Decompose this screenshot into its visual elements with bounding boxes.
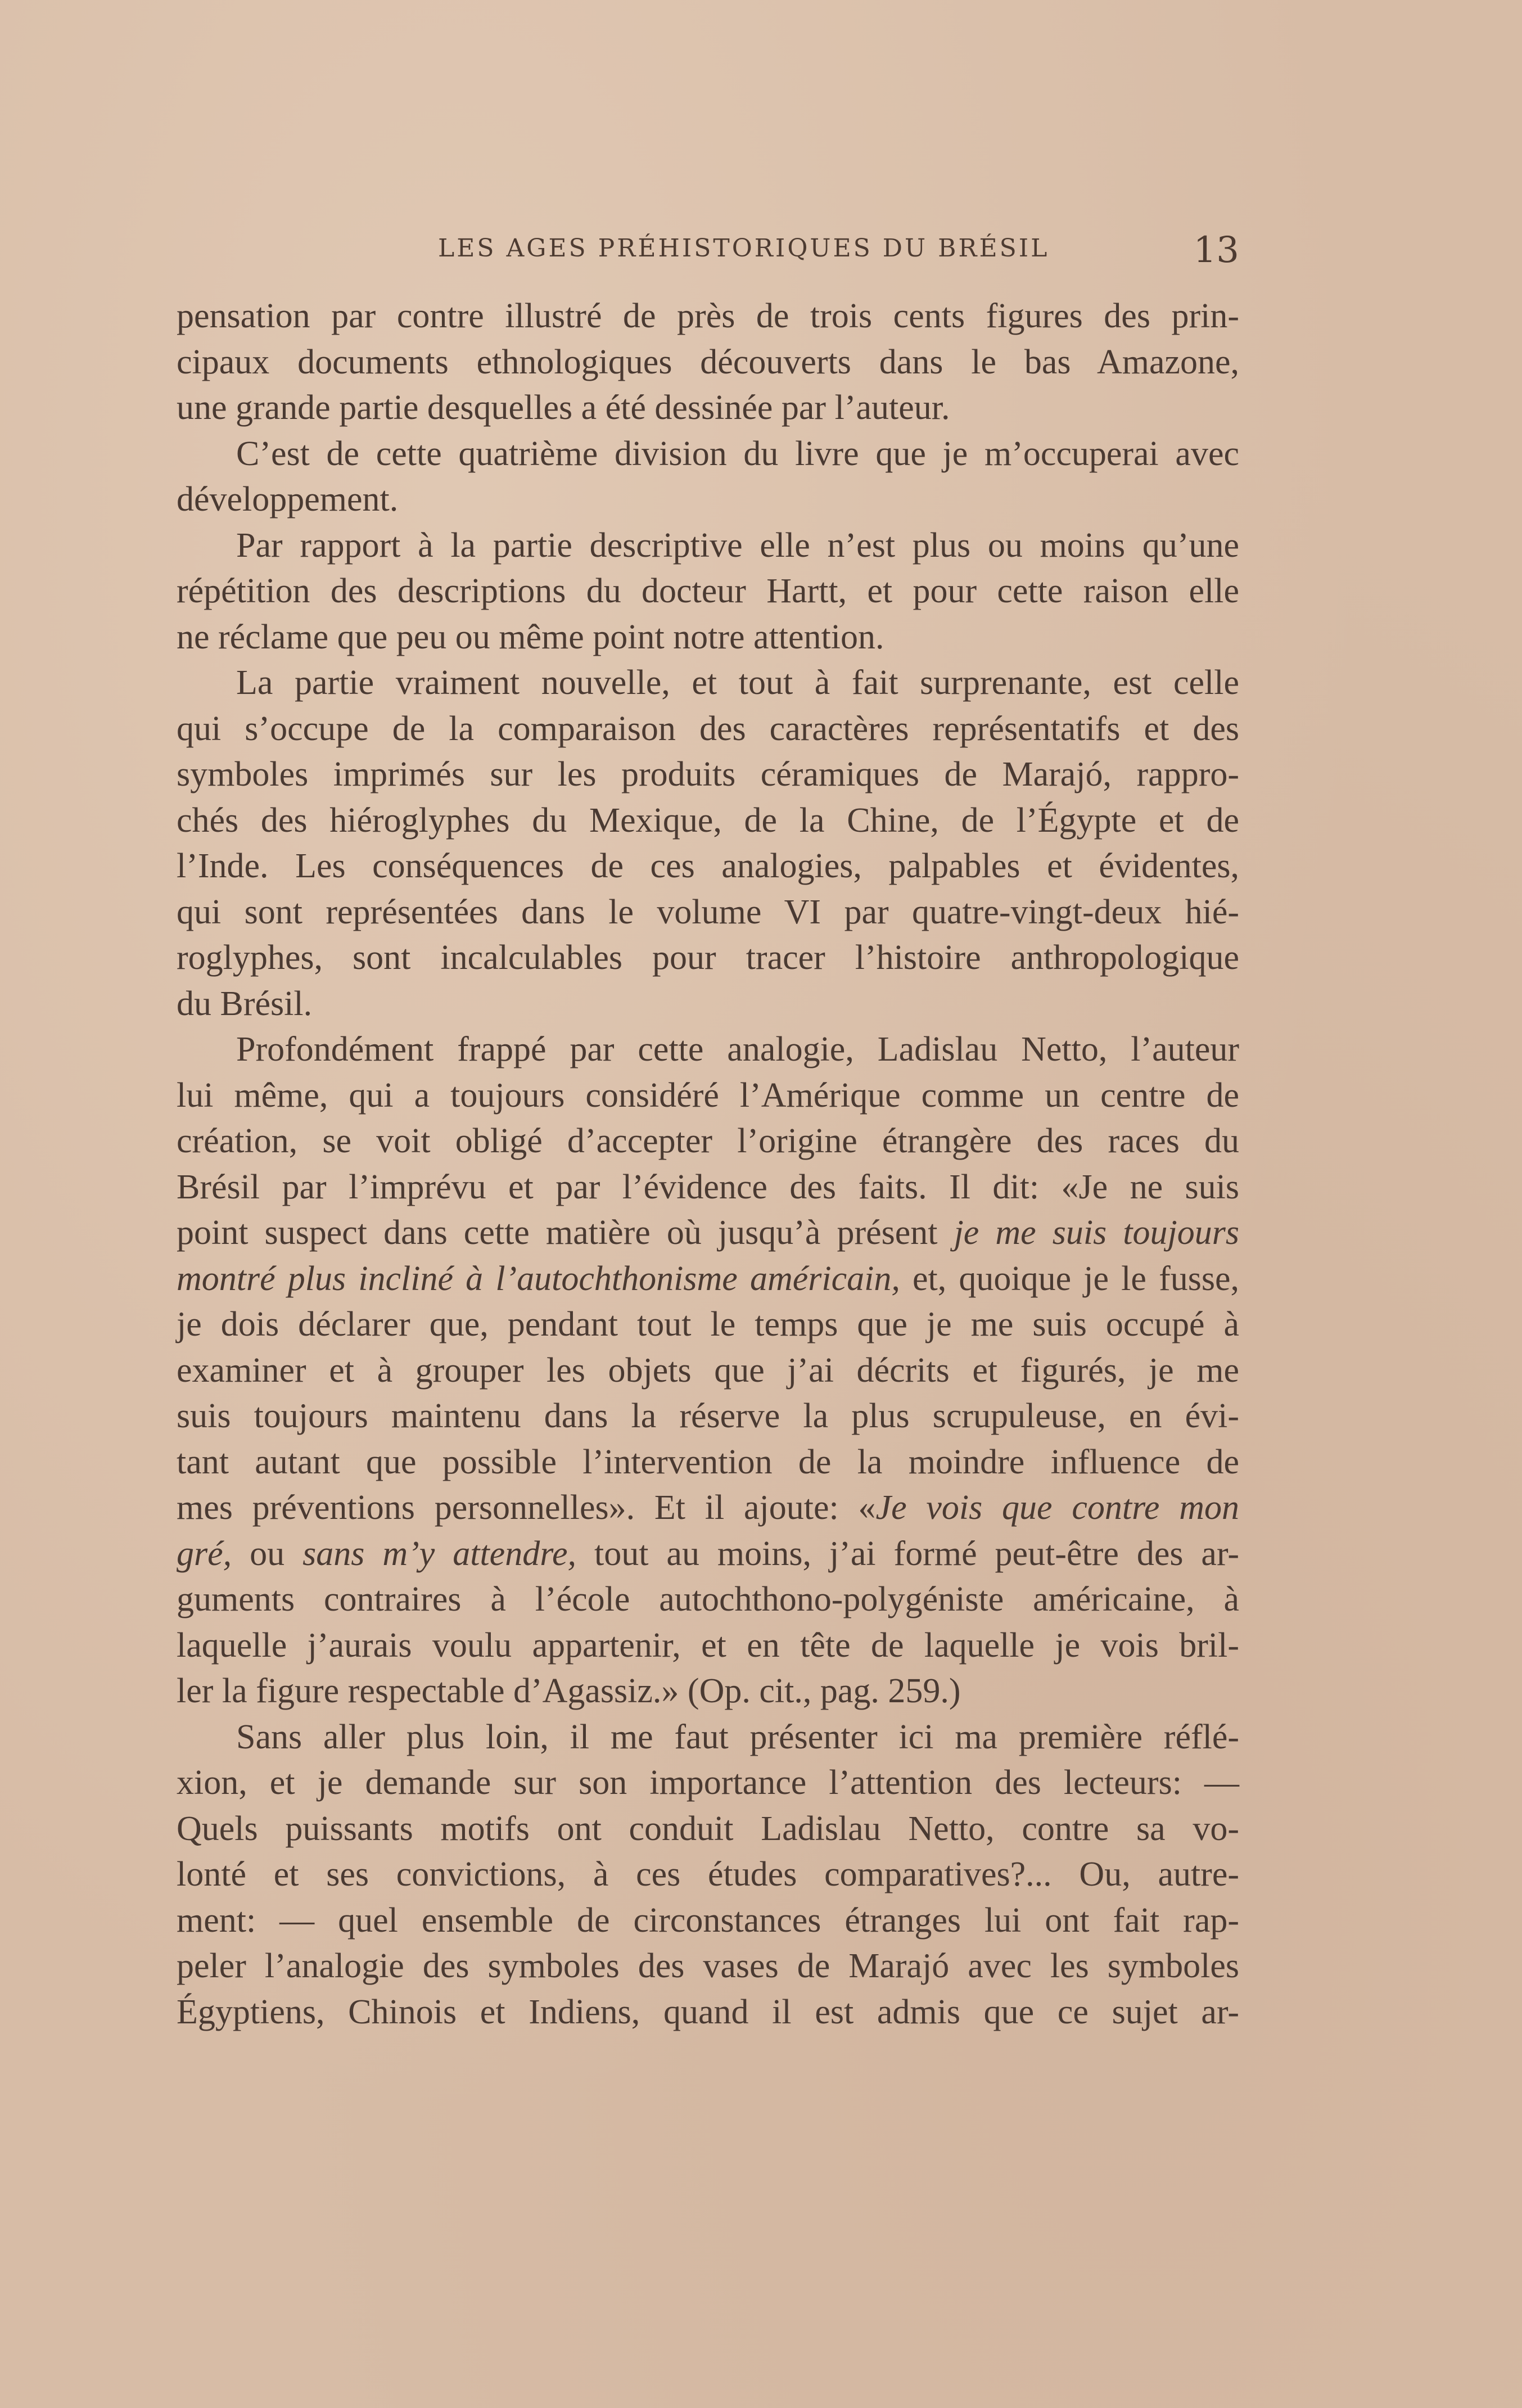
italic-text: montré plus incliné à l’autochthonisme américain, (177, 1259, 900, 1298)
page-number: 13 (1193, 229, 1239, 271)
text-run: roglyphes, sont incalculables pour tracer l’histoire anthropologique (177, 939, 1239, 977)
text-run: examiner et à grouper les objets que j’ai décrits et figurés, je me (177, 1351, 1239, 1390)
text-line (177, 1394, 1239, 1440)
text-run: Par rapport à la partie descriptive elle n’est plus ou moins qu’une (236, 526, 1239, 565)
text-line (177, 935, 1239, 981)
text-line (177, 1485, 1239, 1531)
text-run: et, quoique je le fusse, (900, 1259, 1239, 1298)
text-line (177, 1898, 1239, 1944)
text-line (177, 294, 1239, 340)
italic-text: gré, (177, 1534, 232, 1573)
text-run: Brésil par l’imprévu et par l’évidence des faits. Il dit: «Je ne suis (177, 1167, 1239, 1206)
text-run: xion, et je demande sur son importance l’attention des lecteurs: — (177, 1764, 1239, 1802)
text-line (177, 1715, 1239, 1761)
text-run: ment: — quel ensemble de circonstances étranges lui ont fait rap- (177, 1901, 1239, 1940)
text-run: je dois déclarer que, pendant tout le temps que je me suis occupé à (177, 1305, 1239, 1343)
text-line (177, 523, 1239, 569)
text-run: tant autant que possible l’intervention de la moindre influence de (177, 1442, 1239, 1481)
text-line (177, 431, 1239, 477)
text-run: symboles imprimés sur les produits céramiques de Marajó, rappro- (177, 755, 1239, 793)
text-run: suis toujours maintenu dans la réserve la plus scrupuleuse, en évi- (177, 1397, 1239, 1435)
text-line (177, 477, 1239, 523)
text-run: qui s’occupe de la comparaison des caractères représentatifs et des (177, 709, 1239, 748)
text-line (177, 340, 1239, 386)
text-run: qui sont représentées dans le volume VI par quatre-vingt-deux hié- (177, 892, 1239, 931)
text-line (177, 1256, 1239, 1302)
text-run: du Brésil. (177, 984, 313, 1023)
running-head (177, 229, 1239, 269)
text-line (177, 1760, 1239, 1806)
text-run: Égyptiens, Chinois et Indiens, quand il est admis que ce sujet ar- (177, 1992, 1239, 2031)
text-run: point suspect dans cette matière où jusqu’à présent (177, 1214, 954, 1252)
text-line (177, 1623, 1239, 1669)
text-line (177, 798, 1239, 844)
text-line (177, 1348, 1239, 1394)
text-line (177, 1806, 1239, 1852)
text-line (177, 1165, 1239, 1211)
text-line (177, 890, 1239, 936)
text-run: création, se voit obligé d’accepter l’origine étrangère des races du (177, 1122, 1239, 1160)
text-line (177, 1119, 1239, 1165)
text-run: une grande partie desquelles a été dessinée par l’auteur. (177, 389, 950, 427)
text-line (177, 1669, 1239, 1715)
text-line (177, 660, 1239, 706)
text-line (177, 1852, 1239, 1898)
text-run: cipaux documents ethnologiques découverts dans le bas Amazone, (177, 342, 1239, 381)
text-run: ou (232, 1534, 303, 1573)
text-line (177, 1073, 1239, 1119)
text-run: ne réclame que peu ou même point notre attention. (177, 617, 884, 656)
text-line (177, 1943, 1239, 1990)
text-run: laquelle j’aurais voulu appartenir, et en tête de laquelle je vois bril- (177, 1626, 1239, 1665)
text-line (177, 1027, 1239, 1073)
text-line (177, 1577, 1239, 1623)
text-line (177, 1440, 1239, 1486)
text-line (177, 1990, 1239, 2036)
text-line (177, 569, 1239, 615)
body-text (177, 294, 1239, 2035)
text-run: chés des hiéroglyphes du Mexique, de la Chine, de l’Égypte et de (177, 801, 1239, 840)
italic-text: sans m’y attendre, (302, 1534, 577, 1573)
text-line (177, 1210, 1239, 1256)
italic-text: Je vois que contre mon (875, 1489, 1239, 1527)
text-run: mes préventions personnelles». Et il ajoute: « (177, 1489, 876, 1527)
text-line (177, 981, 1239, 1027)
text-run: Sans aller plus loin, il me faut présenter ici ma première réflé- (236, 1717, 1239, 1756)
text-line (177, 706, 1239, 752)
text-run: lui même, qui a toujours considéré l’Amérique comme un centre de (177, 1076, 1239, 1115)
text-run: répétition des descriptions du docteur Hartt, et pour cette raison elle (177, 572, 1239, 610)
text-run: ler la figure respectable d’Agassiz.» (Op. cit., pag. 259.) (177, 1672, 961, 1710)
text-line (177, 1531, 1239, 1577)
text-line (177, 1302, 1239, 1348)
text-run: peler l’analogie des symboles des vases de Marajó avec les symboles (177, 1947, 1239, 1985)
text-run: Quels puissants motifs ont conduit Ladislau Netto, contre sa vo- (177, 1809, 1239, 1848)
text-run: Profondément frappé par cette analogie, Ladislau Netto, l’auteur (236, 1030, 1239, 1068)
text-run: La partie vraiment nouvelle, et tout à fait surprenante, est celle (236, 664, 1239, 702)
text-run: C’est de cette quatrième division du livre que je m’occuperai avec (236, 434, 1239, 473)
text-run: développement. (177, 480, 399, 518)
text-line (177, 615, 1239, 661)
running-title: LES AGES PRÉHISTORIQUES DU BRÉSIL (438, 234, 1050, 263)
text-run: l’Inde. Les conséquences de ces analogies, palpables et évidentes, (177, 847, 1239, 885)
text-line (177, 385, 1239, 431)
italic-text: je me suis toujours (954, 1214, 1239, 1252)
text-run: guments contraires à l’école autochthono-polygéniste américaine, à (177, 1580, 1239, 1618)
text-run: lonté et ses convictions, à ces études comparatives?... Ou, autre- (177, 1855, 1239, 1893)
text-run: tout au moins, j’ai formé peut-être des ar- (576, 1534, 1240, 1573)
text-line (177, 844, 1239, 890)
text-run: pensation par contre illustré de près de trois cents figures des prin- (177, 297, 1239, 335)
text-line (177, 752, 1239, 798)
